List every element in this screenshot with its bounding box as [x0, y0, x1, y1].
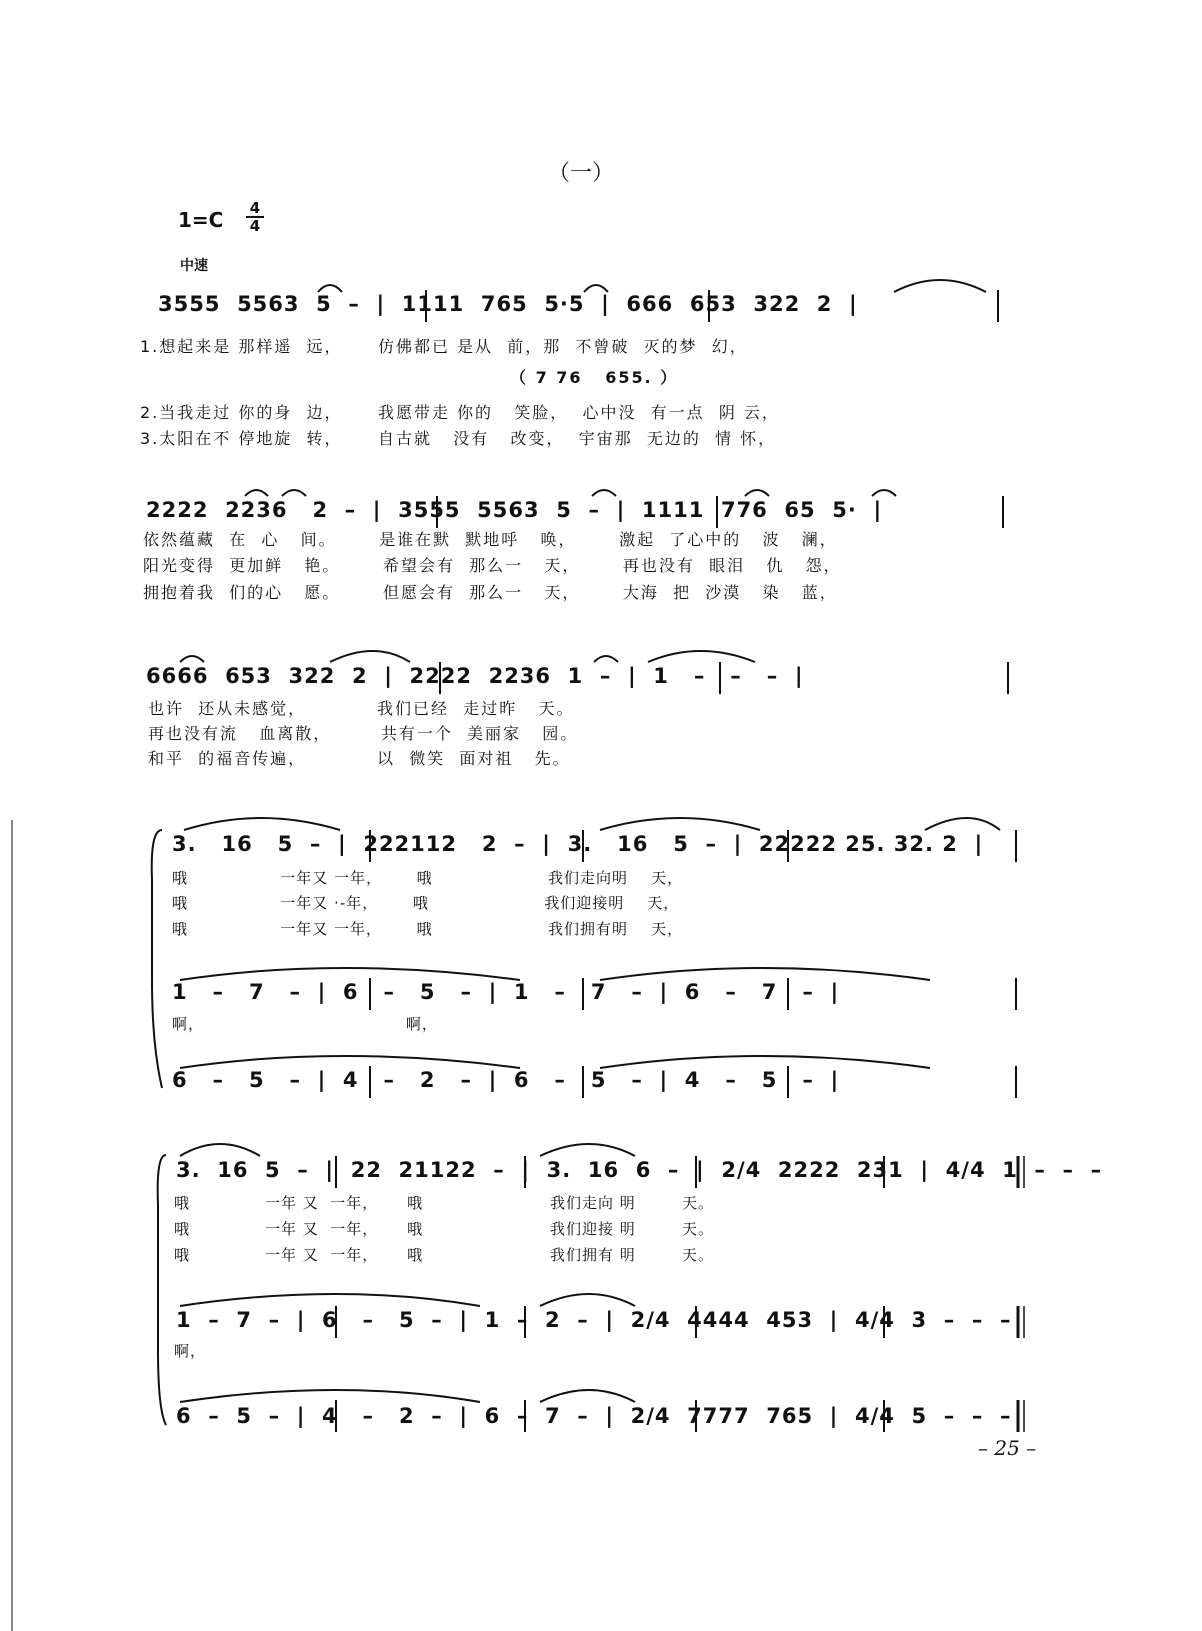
system2-lyric3: 拥抱着我 们的心 愿。 但愿会有 那么一 天， 大海 把 沙漠 染 蓝， [143, 583, 838, 602]
system4-bass-notes: 6 – 5 – | 4 – 2 – | 6 – 5 – | 4 – 5 – | [172, 1068, 840, 1092]
score-title: （一） [548, 161, 615, 186]
system5-soprano-lyric3: 哦 一年 又 一年， 哦 我们拥有 明 天。 [174, 1246, 714, 1264]
system5-alto-notes: 1 – 7 – | 6 – 5 – | 1 – 2 – | 2/4 4444 453 | 4/4 3 – – – [176, 1308, 1012, 1332]
system5-alto-lyric: 啊， [174, 1342, 207, 1360]
system3-lyric3: 和平 的福音传遍， 以 微笑 面对祖 先。 [148, 749, 571, 768]
time-sig-numerator: 4 [249, 199, 261, 217]
system4-alto-notes: 1 – 7 – | 6 – 5 – | 1 – 7 – | 6 – 7 – | [172, 980, 840, 1004]
system2-lyric2: 阳光变得 更加鲜 艳。 希望会有 那么一 天， 再也没有 眼泪 仇 怨， [143, 556, 842, 575]
system4-alto-lyric: 啊， 啊， [172, 1015, 438, 1033]
system5-soprano-lyric1: 哦 一年 又 一年， 哦 我们走向 明 天。 [174, 1194, 714, 1212]
page-number: – 25 – [978, 1436, 1037, 1460]
system4-soprano-lyric2: 哦 一年又 ·-年， 哦 我们迎接明 天， [172, 894, 680, 912]
system3-notes: 6666 653 322 2 | 2222 2236 1 – | 1 – – – | [146, 664, 804, 688]
system3-lyric1: 也许 还从未感觉， 我们已经 走过昨 天。 [148, 699, 575, 718]
system2-notes: 2222 2236 2 – | 3555 5563 5 – | 1111 776 65 5· | [146, 498, 883, 522]
system1-lyric3: 3.太阳在不 停地旋 转， 自古就 没有 改变， 宇宙那 无边的 情 怀， [140, 429, 777, 448]
system5-bass-notes: 6 – 5 – | 4 – 2 – | 6 – 7 – | 2/4 7777 765 | 4/4 5 – – – [176, 1404, 1012, 1428]
system1-lyric1: 1.想起来是 那样遥 远， 仿佛都已 是从 前，那 不曾破 灭的梦 幻， [140, 337, 748, 356]
key-signature: 1=C [178, 208, 224, 232]
system5-soprano-notes: 3. 16 5 – | 22 21122 – | 3. 16 6 – | 2/4 2222 231 | 4/4 1 – – – [176, 1158, 1103, 1182]
time-signature [246, 200, 264, 234]
system3-lyric2: 再也没有流 血离散， 共有一个 美丽家 园。 [148, 724, 579, 743]
system1-notes: 3555 5563 5 – | 1111 765 5·5 | 666 653 322 2 | [158, 292, 858, 316]
system2-lyric1: 依然蕴藏 在 心 间。 是谁在默 默地呼 唤， 激起 了心中的 波 澜， [143, 530, 838, 549]
system4-soprano-lyric3: 哦 一年又 一年， 哦 我们拥有明 天， [172, 920, 684, 938]
tempo-marking: 中速 [180, 258, 208, 274]
system4-soprano-lyric1: 哦 一年又 一年， 哦 我们走向明 天， [172, 869, 684, 887]
time-sig-denominator: 4 [249, 217, 261, 235]
system1-interlude: （ 7 76 655. ） [510, 368, 679, 387]
system4-soprano-notes: 3. 16 5 – | 222112 2 – | 3. 16 5 – | 22222 25. 32. 2 | [172, 832, 984, 856]
system1-lyric2: 2.当我走过 你的身 边， 我愿带走 你的 笑脸， 心中没 有一点 阴 云， [140, 403, 780, 422]
system5-soprano-lyric2: 哦 一年 又 一年， 哦 我们迎接 明 天。 [174, 1220, 714, 1238]
